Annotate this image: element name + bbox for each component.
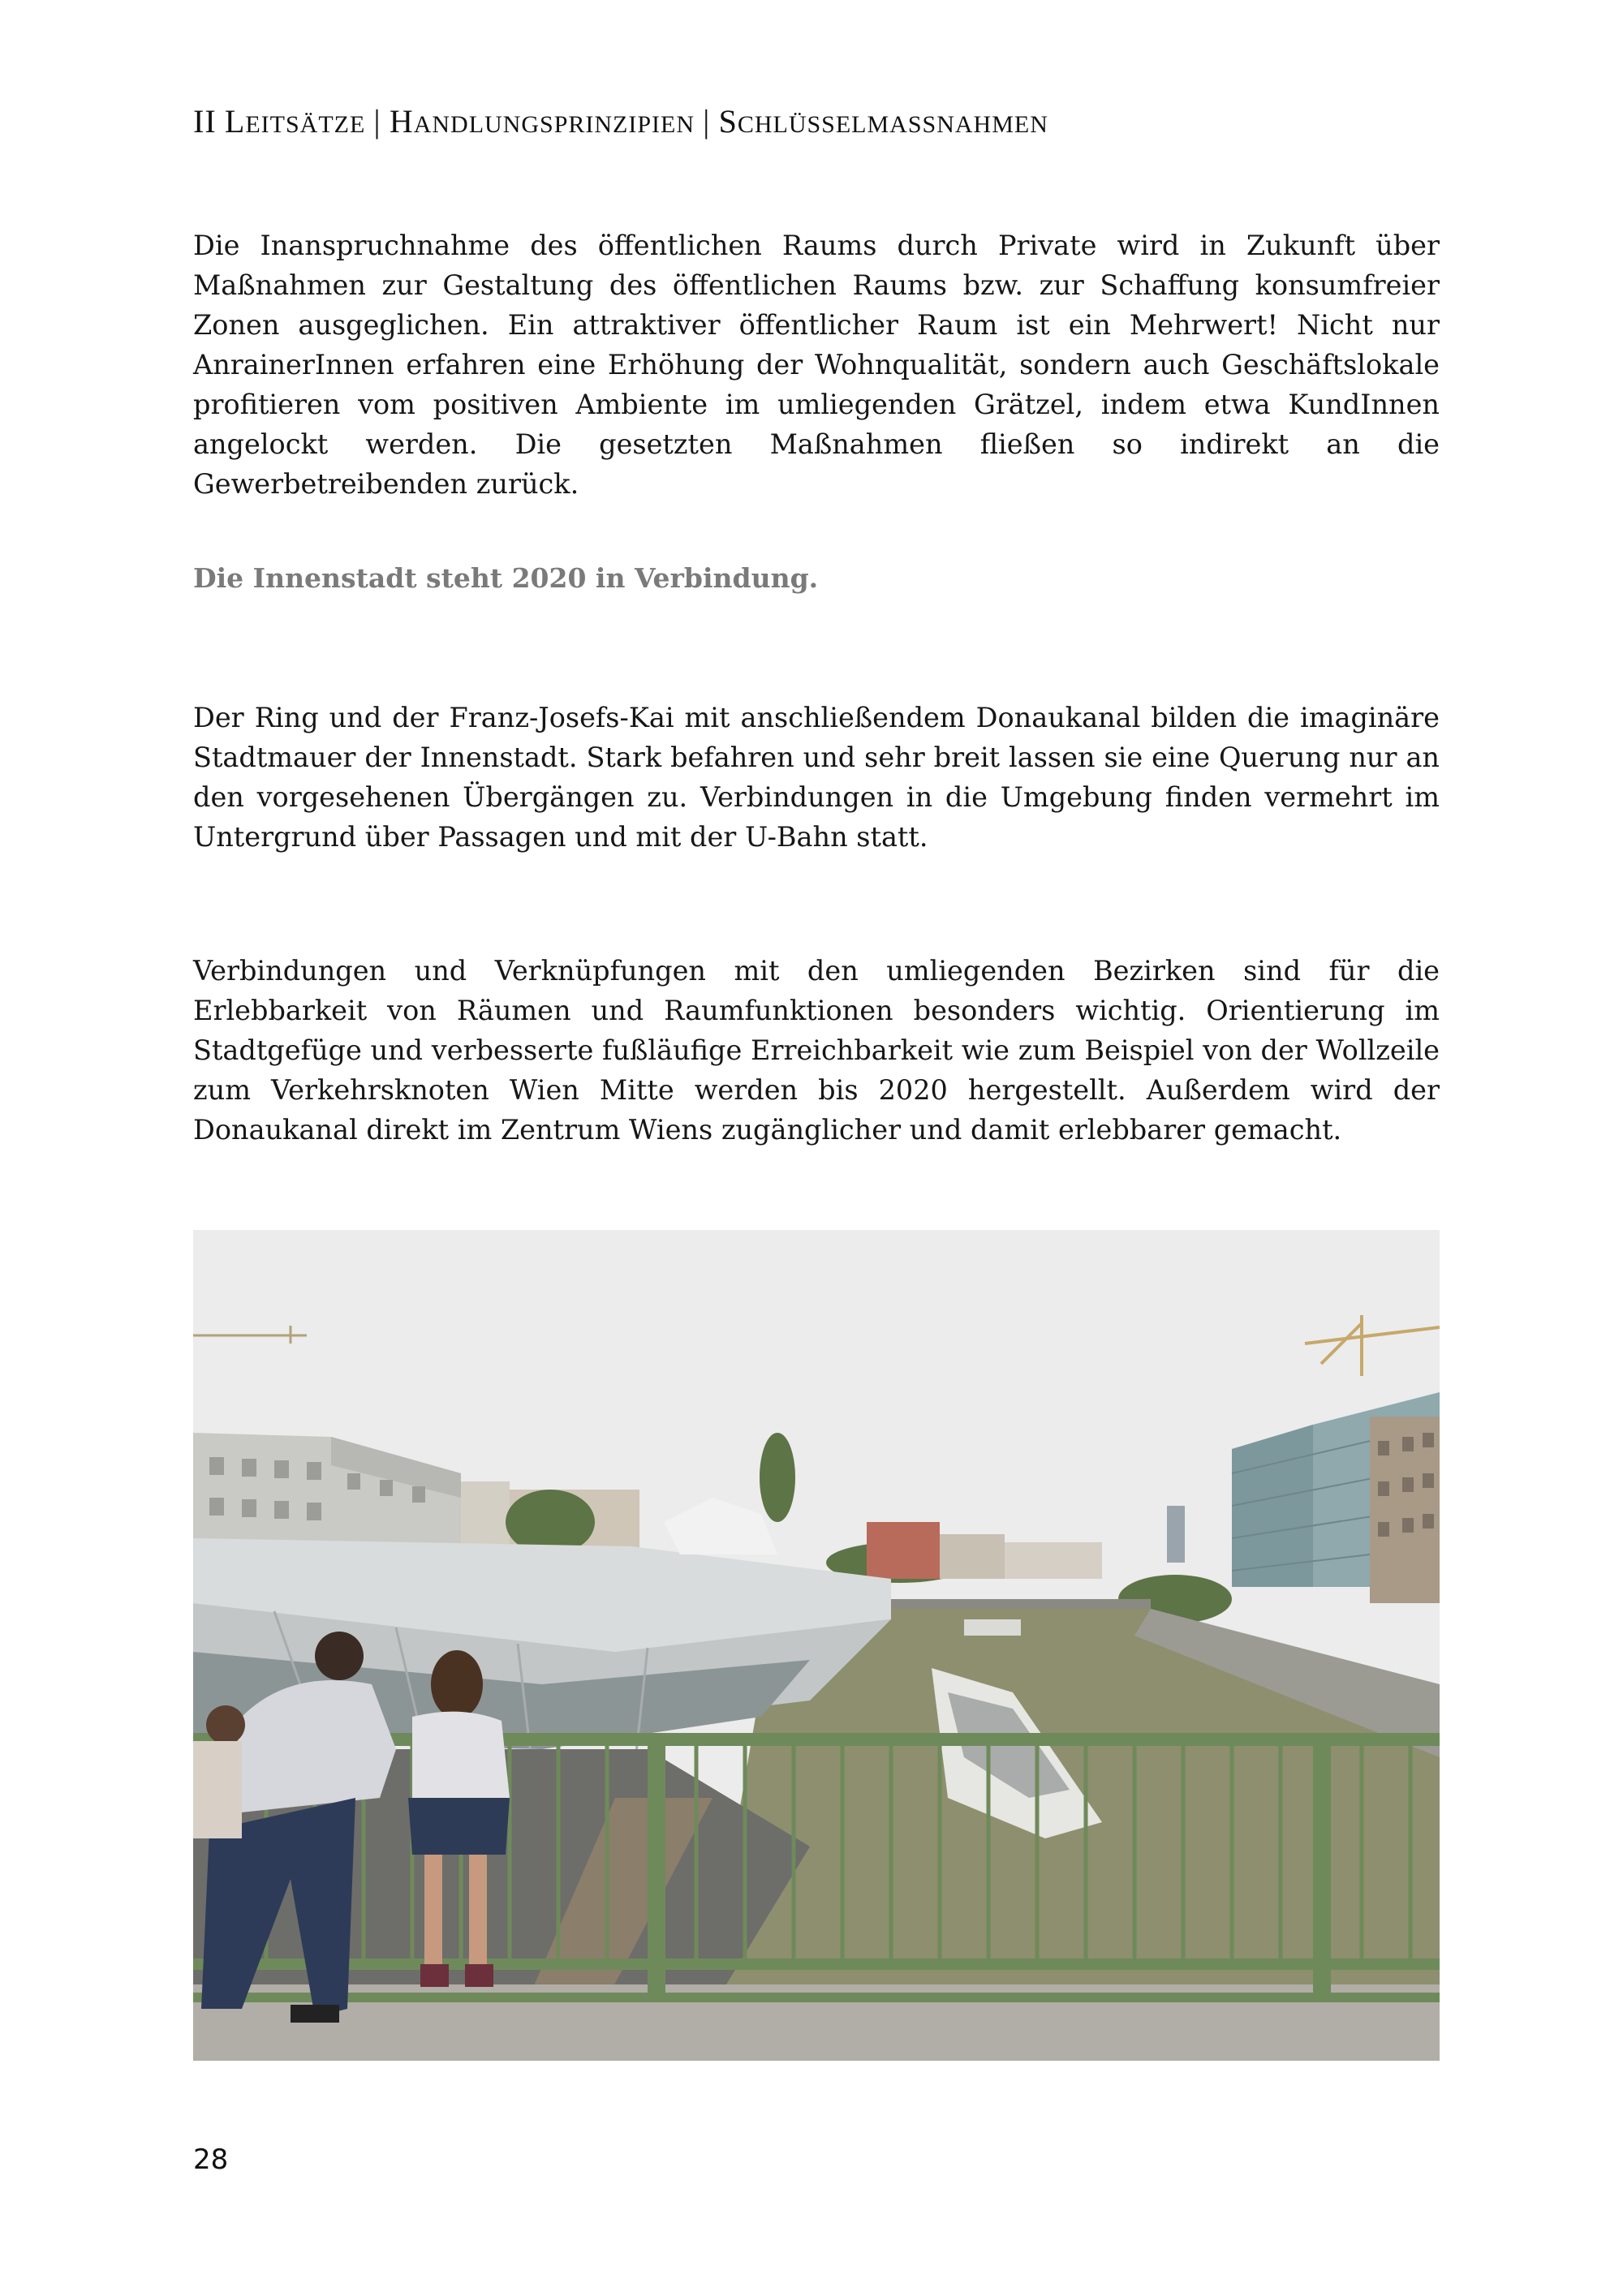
header-part-2-initial: H xyxy=(389,103,414,140)
photo-illustration xyxy=(193,1230,1440,2061)
header-part-2-rest: ANDLUNGSPRINZIPIEN xyxy=(413,111,695,138)
header-separator-1: | xyxy=(373,103,381,140)
header-part-1-rest: EITSÄTZE xyxy=(245,111,366,138)
photo-donaukanal-bridge xyxy=(193,1230,1440,2061)
section-subheading: Die Innenstadt steht 2020 in Verbindung. xyxy=(193,562,819,594)
running-header xyxy=(193,102,1443,140)
header-part-1-initial: L xyxy=(224,103,246,140)
header-numeral: II xyxy=(193,103,217,140)
header-part-3-rest: CHLÜSSELMASSNAHMEN xyxy=(737,111,1048,138)
distant-bridge xyxy=(875,1599,1151,1609)
body-paragraph-1: Die Inanspruchnahme des öffentlichen Raums durch Private wird in Zukunft über Maßnahmen zur Gestaltung des öffentlichen Raums bzw. zur Schaffung konsumfreier Zonen ausgeglichen. Ein attraktiver öffentlicher Raum ist ein Mehrwert! Nicht nur AnrainerInnen erfahren eine Erhöhung der Wohnqualität, sondern auch Geschäftslokale profitieren vom positiven Ambiente im umliegenden Grätzel, indem etwa KundInnen angelockt werden. Die gesetzten Maßnahmen fließen so indirekt an die Gewerbetreibenden zurück. xyxy=(193,230,1440,500)
header-part-3-initial: S xyxy=(718,103,738,140)
body-paragraph-3: Verbindungen und Verknüpfungen mit den umliegenden Bezirken sind für die Erlebbarkeit von Räumen und Raumfunktionen besonders wichtig. Orientierung im Stadtgefüge und verbesserte fußläufige Erreichbarkeit wie zum Beispiel von der Wollzeile zum Verkehrsknoten Wien Mitte werden bis 2020 hergestellt. Außerdem wird der Donaukanal direkt im Zentrum Wiens zugänglicher und damit erlebbarer gemacht. xyxy=(193,955,1440,1146)
page-number: 28 xyxy=(193,2143,229,2176)
header-separator-2: | xyxy=(703,103,711,140)
body-paragraph-2: Der Ring und der Franz-Josefs-Kai mit anschließendem Donaukanal bilden die imaginäre Stadtmauer der Innenstadt. Stark befahren und sehr breit lassen sie eine Querung nur an den vorgesehenen Übergängen zu. Verbindungen in die Umgebung finden vermehrt im Untergrund über Passagen und mit der U-Bahn statt. xyxy=(193,702,1440,853)
